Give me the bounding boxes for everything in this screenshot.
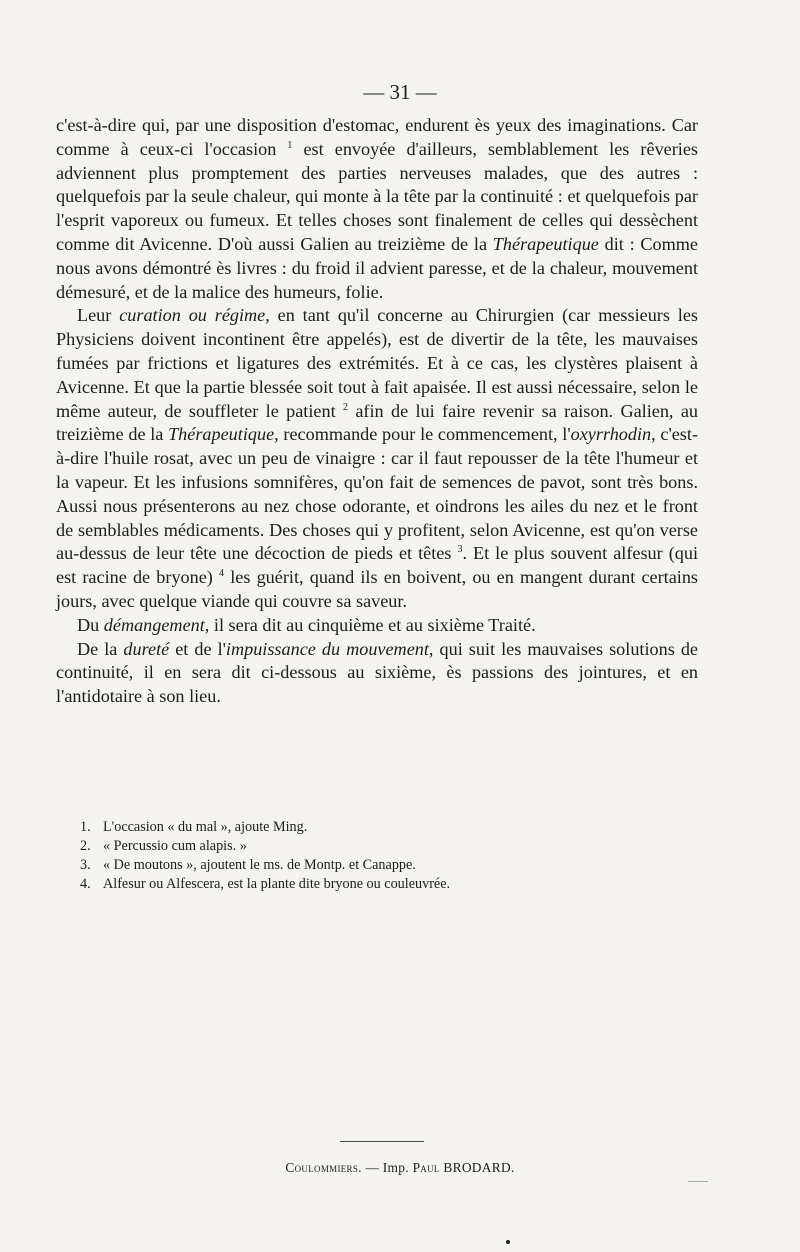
footnote-text: « De moutons », ajoutent le ms. de Montp. et Canappe. — [103, 857, 416, 873]
text-segment: Du — [77, 614, 104, 635]
italic-text: Thérapeutique — [492, 233, 599, 254]
footnote-ref: 3 — [457, 544, 463, 556]
footnote — [80, 856, 700, 875]
italic-text: dureté — [123, 638, 170, 659]
text-segment: est envoyée d'ailleurs, semblablement les rêveries adviennent plus promptement des parties nerveuses malades, que des autres : quelquefois par la seule chaleur, qui monte à la tête par la continuité : et quelquefois par l'esprit vaporeux ou fumeux. Et telles choses sont finalement de celles qui dessèchent comme dit Avicenne. D'où aussi Galien au treizième de la — [56, 138, 698, 254]
paragraph — [56, 638, 698, 709]
text-segment: . Et le plus souvent alfesur (qui est racine de bryone) — [56, 543, 699, 588]
italic-text: Thérapeutique — [168, 424, 275, 445]
text-segment: afin de lui faire revenir sa raison. Galien, au treizième de la — [56, 400, 698, 445]
text-segment: Leur — [77, 305, 120, 326]
footnote-text: Alfesur ou Alfescera, est la plante dite bryone ou couleuvrée. — [103, 876, 451, 892]
text-segment: , il sera dit au cinquième et au sixième Traité. — [204, 614, 536, 635]
paragraph — [56, 304, 698, 613]
italic-text: impuissance du mouvement — [225, 638, 429, 659]
text-segment: , en tant qu'il concerne au Chirurgien (car messieurs les Physiciens doivent incontinent être appelés), est de divertir de la tête, les mauvaises fumées par frictions et ligatures des extrémités. Et à ce cas, les clystères plaisent à Avicenne. Et que la partie blessée soit tout à fait apaisée. Il est aussi nécessaire, selon le même auteur, de souffleter le patient — [56, 305, 698, 421]
imprint-town: Coulommiers. — [285, 1160, 362, 1175]
footnote-ref: 4 — [219, 568, 225, 580]
italic-text: démangement — [103, 614, 205, 635]
footnote-number: 3. — [80, 857, 91, 873]
bottom-dot-mark — [506, 1240, 510, 1244]
footnote-number: 4. — [80, 876, 91, 892]
imprint-printer-last: BRODARD. — [439, 1160, 515, 1175]
margin-dash-mark — [688, 1181, 708, 1182]
text-segment: dit : Comme nous avons démontré ès livres : du froid il advient paresse, et de la chaleur, mouvement démesuré, et de la malice des humeurs, folie. — [56, 233, 698, 302]
italic-text: oxyrrhodin — [570, 424, 652, 445]
text-segment: , c'est-à-dire l'huile rosat, avec un peu de vinaigre : car il faut repousser de la tête l'humeur et la vapeur. Et les infusions somnifères, qu'on fait de semences de pavot, sont très bons. Aussi nous présenterons au nez chose odorante, et oindrons les ailes du nez et le front de semblables médicaments. Des choses qui y profitent, selon Avicenne, est qu'on verse au-dessus de leur tête une décoction de pieds et têtes — [56, 424, 698, 564]
footnotes — [80, 818, 700, 894]
paragraph — [56, 614, 698, 638]
footnote-text: « Percussio cum alapis. » — [103, 838, 247, 854]
footer-rule — [340, 1141, 424, 1142]
imprint-printer-first: Paul — [412, 1160, 440, 1175]
text-segment: , recommande pour le commencement, l' — [274, 424, 571, 445]
footnote-ref: 1 — [287, 139, 293, 151]
imprint-separator: — Imp. — [361, 1160, 413, 1175]
footnote — [80, 818, 700, 837]
text-segment: c'est-à-dire qui, par une disposition d'estomac, endurent ès yeux des imaginations. Car comme à ceux-ci l'occasion — [56, 115, 698, 159]
page-number: — 31 — — [363, 80, 437, 104]
text-segment: les guérit, quand ils en boivent, ou en mangent durant certains jours, avec quelque viande qui couvre sa saveur. — [56, 567, 698, 611]
footnote-number: 1. — [80, 819, 91, 835]
text-segment: et de l' — [169, 638, 226, 659]
footnote-ref: 2 — [342, 401, 348, 413]
footnote — [80, 875, 700, 894]
paragraph — [56, 114, 698, 304]
imprint — [0, 1160, 800, 1176]
body-text — [56, 114, 698, 709]
italic-text: curation ou régime — [119, 305, 266, 326]
footnote-number: 2. — [80, 838, 91, 854]
footnote — [80, 837, 700, 856]
footnote-text: L'occasion « du mal », ajoute Ming. — [103, 819, 308, 835]
text-segment: , qui suit les mauvaises solutions de continuité, il en sera dit ci-dessous au sixième, ès passions des jointures, et en l'antidotaire à son lieu. — [56, 638, 698, 707]
text-segment: De la — [77, 638, 124, 659]
